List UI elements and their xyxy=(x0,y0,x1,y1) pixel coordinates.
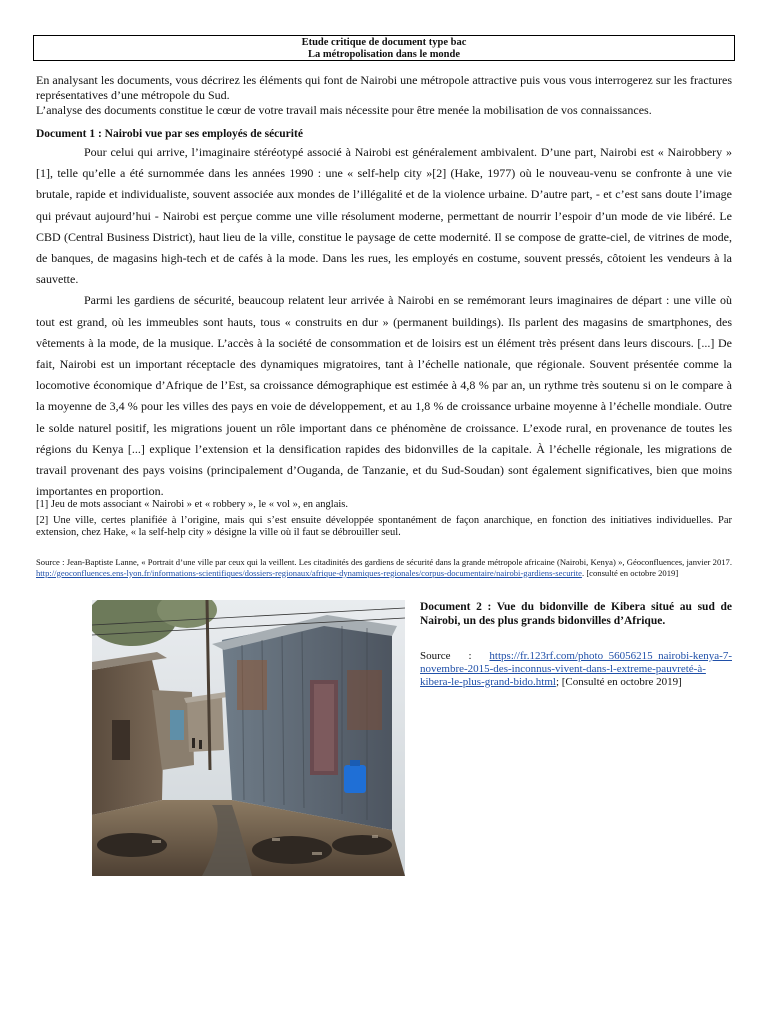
document-1-text xyxy=(36,142,732,502)
document-1-source-link[interactable]: http://geoconfluences.ens-lyon.fr/informations-scientifiques/dossiers-regionaux/afrique-dynamiques-regionales/corpus-documentaire/nairobi-gardiens-securite xyxy=(36,567,583,578)
instructions-paragraph-2: L’analyse des documents constitue le cœur de votre travail mais nécessite pour être menée la mobilisation de vos connaissances. xyxy=(36,103,652,117)
document-2 xyxy=(420,600,732,689)
document-2-source-suffix: ; [Consulté en octobre 2019] xyxy=(555,676,682,688)
document-1-heading: Document 1 : Nairobi vue par ses employés de sécurité xyxy=(36,128,303,140)
title-box xyxy=(33,35,735,61)
footnote-2: [2] Une ville, certes planifiée à l’origine, mais qui s’est ensuite développée spontanément de façon anarchique, en fonction des initiatives individuelles. Par extension, chez Hake, « la self-help city » désigne la ville où il faut se débrouiller seul. xyxy=(36,514,732,538)
document-2-source-label: Source : xyxy=(420,650,490,662)
title-line-2: La métropolisation dans le monde xyxy=(307,48,461,60)
document-2-source-link[interactable]: https://fr.123rf.com/photo_56056215_nairobi-kenya-7-novembre-2015-des-inconnus-vivent-dans-l-extreme-pauvreté-à-kibera-le-plus-grand-bido.html xyxy=(420,650,732,688)
instructions xyxy=(36,73,732,118)
kibera-slum-photo xyxy=(92,600,405,876)
document-2-source xyxy=(420,650,732,689)
document-1-paragraph-2: Parmi les gardiens de sécurité, beaucoup relatent leur arrivée à Nairobi en se remémorant leurs imaginaires de départ : une ville où tout est grand, où les immeubles sont hauts, tous « construits en dur » (permanent buildings). Ils parlent des magasins de smartphones, des vêtements à la mode, de la musique. L’accès à la société de consommation et de loisirs est un élément très présent dans leurs discours. [...] De fait, Nairobi est un important réceptacle des dynamiques migratoires, tant à l’échelle nationale, que régionale. Souvent présentée comme la locomotive économique d’Afrique de l’Est, sa croissance démographique est estimée à 4,8 % par an, un rythme très soutenu si on le compare à la moyenne de 3,4 % pour les villes des pays en voie de développement, et au 1,8 % de croissance urbaine moyenne à l’échelle mondiale. Outre le solde naturel positif, les migrations jouent un rôle important dans ce phénomène de croissance. L’exode rural, en provenance de toutes les régions du Kenya [...] explique l’extension et la densification rapides des bidonvilles de la capitale. À l’échelle régionale, les migrations de travail provenant des pays voisins (principalement d’Ouganda, de Tanzanie, et du Sud-Soudan) sont également significatives, bien que moins importantes en proportion. xyxy=(36,293,732,499)
document-1-paragraph-1: Pour celui qui arrive, l’imaginaire stéréotypé associé à Nairobi est généralement ambivalent. D’une part, Nairobi est « Nairobbery » [1], telle qu’elle a été surnommée dans les années 1990 : une « self-help city »[2] (Hake, 1977) où le nouveau-venu se confronte à une vie brutale, rapide et individualiste, souvent associée aux mondes de l’illégalité et de la violence urbaine. D’autre part, - et c’est sans doute l’image qui prévaut aujourd’hui - Nairobi est perçue comme une ville résolument moderne, permettant de nourrir l’espoir d’un mode de vie libéré. Le CBD (Central Business District), haut lieu de la ville, constitue le paysage de cette modernité. Il se compose de gratte-ciel, de vitrines de mode, de banques, de magasins high-tech et de cafés à la mode. Dans les rues, les employés en costume, souvent pressés, côtoient les vendeurs à la sauvette. xyxy=(36,145,732,287)
footnotes xyxy=(36,499,732,543)
document-1-source-text: Source : Jean-Baptiste Lanne, « Portrait d’une ville par ceux qui la veillent. Les citadinités des gardiens de sécurité dans la grande métropole africaine (Nairobi, Kenya) », Géoconfluences, janvier 2017. xyxy=(36,557,732,567)
document-2-heading: Document 2 : Vue du bidonville de Kibera situé au sud de Nairobi, un des plus grands bidonvilles d’Afrique. xyxy=(420,601,732,627)
footnote-1: [1] Jeu de mots associant « Nairobi » et « robbery », le « vol », en anglais. xyxy=(36,499,349,510)
instructions-paragraph-1: En analysant les documents, vous décrirez les éléments qui font de Nairobi une métropole attractive puis vous vous interrogerez sur les fractures représentatives d’une métropole du Sud. xyxy=(36,73,732,102)
document-1-source xyxy=(36,557,732,578)
title-line-1: Etude critique de document type bac xyxy=(301,37,467,48)
document-1-source-suffix: . [consulté en octobre 2019] xyxy=(582,567,679,578)
kibera-slum-photo-drawing xyxy=(92,600,405,876)
